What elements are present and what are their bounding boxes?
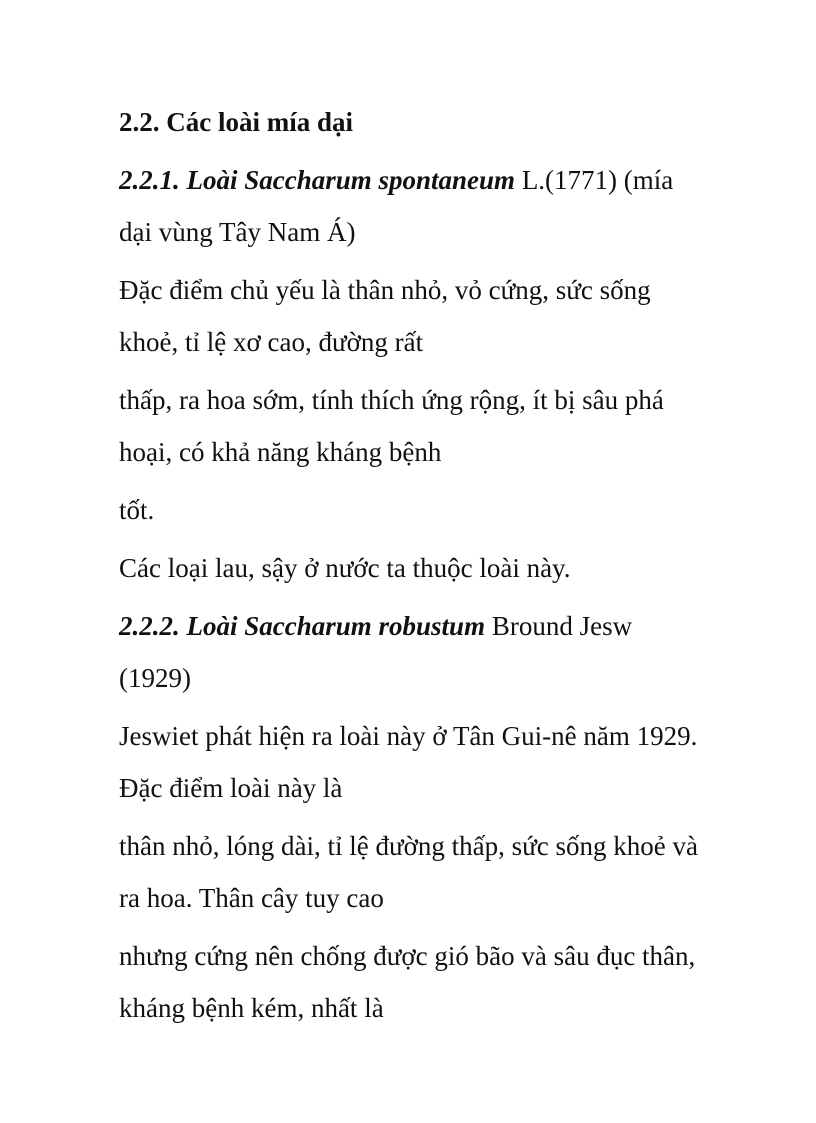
subsection-1-title-line-2: dại vùng Tây Nam Á) <box>119 217 356 247</box>
subsection-2-title-line-1 <box>119 600 719 652</box>
s2-paragraph-3-line-1: nhưng cứng nên chống được gió bão và sâu đục thân, <box>119 941 696 971</box>
s1-paragraph-1-line-1: Đặc điểm chủ yếu là thân nhỏ, vỏ cứng, sức sống <box>119 275 651 305</box>
subsection-1-title-line-1 <box>119 154 719 206</box>
subsection-2-title-rest: Bround Jesw <box>485 611 633 641</box>
s1-paragraph-3-line-1: tốt. <box>119 495 155 525</box>
s2-paragraph-2-line-1: thân nhỏ, lóng dài, tỉ lệ đường thấp, sức sống khoẻ và <box>119 831 698 861</box>
s2-paragraph-2-line-2: ra hoa. Thân cây tuy cao <box>119 883 384 913</box>
subsection-1-title-rest: L.(1771) (mía <box>515 165 674 195</box>
s1-paragraph-2-line-1: thấp, ra hoa sớm, tính thích ứng rộng, ít bị sâu phá <box>119 385 664 415</box>
s1-paragraph-2-line-2: hoại, có khả năng kháng bệnh <box>119 437 442 467</box>
s2-paragraph-3-line-2: kháng bệnh kém, nhất là <box>119 993 384 1023</box>
subsection-2-title-strong: 2.2.2. Loài Saccharum robustum <box>119 611 486 641</box>
s1-paragraph-4-line-1: Các loại lau, sậy ở nước ta thuộc loài này. <box>119 553 571 583</box>
subsection-1-title-strong: 2.2.1. Loài Saccharum spontaneum <box>119 165 516 195</box>
s1-paragraph-1-line-2: khoẻ, tỉ lệ xơ cao, đường rất <box>119 327 424 357</box>
subsection-2-title-line-2: (1929) <box>119 663 191 693</box>
s2-paragraph-1-line-2: Đặc điểm loài này là <box>119 773 343 803</box>
section-heading: 2.2. Các loài mía dại <box>119 107 353 137</box>
s2-paragraph-1-line-1: Jeswiet phát hiện ra loài này ở Tân Gui-nê năm 1929. <box>119 721 698 751</box>
document-page <box>119 96 719 1034</box>
